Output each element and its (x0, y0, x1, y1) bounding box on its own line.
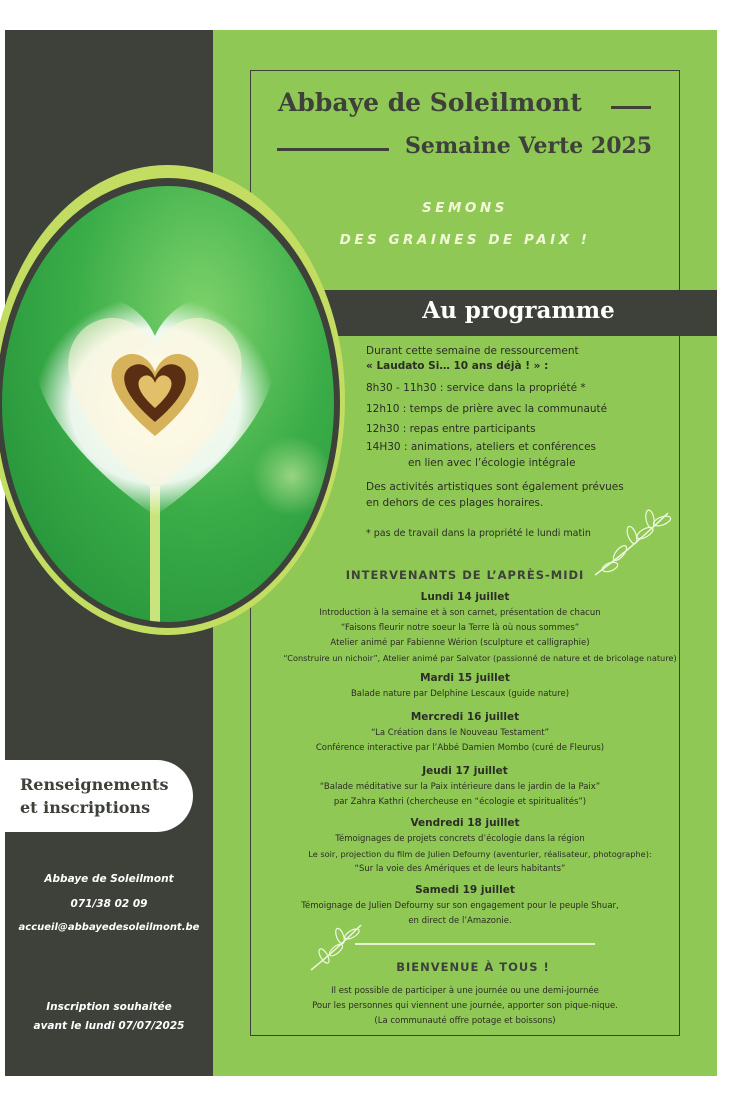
day-line: Témoignages de projets concrets d’écologie dans la région (335, 834, 585, 844)
speakers-heading: INTERVENANTS DE L’APRÈS-MIDI (345, 568, 585, 582)
day-line: “Faisons fleurir notre soeur la Terre là où nous sommes” (340, 623, 580, 633)
page-title: Abbaye de Soleilmont (278, 88, 582, 117)
schedule-item: 8h30 - 11h30 : service dans la propriété * (366, 382, 586, 394)
title-rule (611, 106, 651, 109)
day-line: Le soir, projection du film de Julien Defourny (aventurier, réalisateur, photographe): (308, 849, 652, 859)
day-title: Vendredi 18 juillet (410, 817, 520, 829)
day-line: “Sur la voie des Amériques et de leurs habitants” (354, 864, 566, 874)
day-title: Lundi 14 juillet (420, 591, 510, 603)
deadline-line1: Inscription souhaitée (46, 1001, 172, 1013)
schedule-item: 12h30 : repas entre participants (366, 423, 536, 435)
day-line: “La Création dans le Nouveau Testament” (371, 728, 549, 738)
info-heading (20, 773, 169, 819)
program-intro-line2: « Laudato Si… 10 ans déjà ! » : (366, 360, 549, 372)
tagline-line2: DES GRAINES DE PAIX ! (339, 232, 591, 248)
day-title: Mercredi 16 juillet (410, 711, 520, 723)
contact-phone[interactable]: 071/38 02 09 (70, 898, 148, 910)
welcome-line: Pour les personnes qui viennent une journée, apporter son pique-nique. (312, 1001, 618, 1011)
day-line: Conférence interactive par l’Abbé Damien Mombo (curé de Fleurus) (315, 743, 605, 753)
day-title: Jeudi 17 juillet (422, 765, 508, 777)
welcome-heading: BIENVENUE À TOUS ! (396, 960, 550, 974)
day-line: Témoignage de Julien Defourny sur son engagement pour le peuple Shuar, (301, 901, 619, 911)
schedule-item: en lien avec l’écologie intégrale (408, 457, 576, 469)
info-line2: et inscriptions (20, 798, 151, 817)
program-heading: Au programme (422, 297, 615, 324)
day-line: en direct de l’Amazonie. (408, 916, 512, 926)
day-line: “Balade méditative sur la Paix intérieure dans le jardin de la Paix” (319, 782, 601, 792)
day-line: Atelier animé par Fabienne Wérion (sculpture et calligraphie) (330, 638, 590, 648)
welcome-divider (355, 943, 595, 945)
schedule-item: 14H30 : animations, ateliers et conférences (366, 441, 597, 453)
program-note-line1: Des activités artistiques sont également prévues (366, 481, 624, 493)
dandelion-heart-photo (2, 186, 334, 622)
day-title: Mardi 15 juillet (420, 672, 510, 684)
tagline-line1: SEMONS (422, 200, 508, 216)
info-line1: Renseignements (20, 775, 169, 794)
day-line: Balade nature par Delphine Lescaux (guide nature) (350, 689, 570, 699)
program-note-line2: en dehors de ces plages horaires. (366, 497, 544, 509)
day-line: par Zahra Kathri (chercheuse en “écologie et spiritualités”) (333, 797, 587, 807)
deadline-line2: avant le lundi 07/07/2025 (33, 1020, 185, 1032)
day-title: Samedi 19 juillet (415, 884, 515, 896)
day-line: Introduction à la semaine et à son carnet, présentation de chacun (319, 608, 601, 618)
page-subtitle: Semaine Verte 2025 (405, 133, 653, 159)
contact-name: Abbaye de Soleilmont (44, 873, 174, 885)
day-line: “Construire un nichoir”, Atelier animé par Salvator (passionné de nature et de bricolage nature) (283, 653, 677, 663)
contact-email[interactable]: accueil@abbayedesoleilmont.be (18, 922, 200, 933)
schedule-item: 12h10 : temps de prière avec la communauté (366, 403, 608, 415)
program-footnote: * pas de travail dans la propriété le lundi matin (366, 528, 591, 539)
welcome-line: (La communauté offre potage et boissons) (374, 1016, 556, 1026)
subtitle-rule (277, 148, 389, 151)
welcome-line: Il est possible de participer à une journée ou une demi-journée (331, 986, 599, 996)
program-intro-line1: Durant cette semaine de ressourcement (366, 345, 579, 357)
